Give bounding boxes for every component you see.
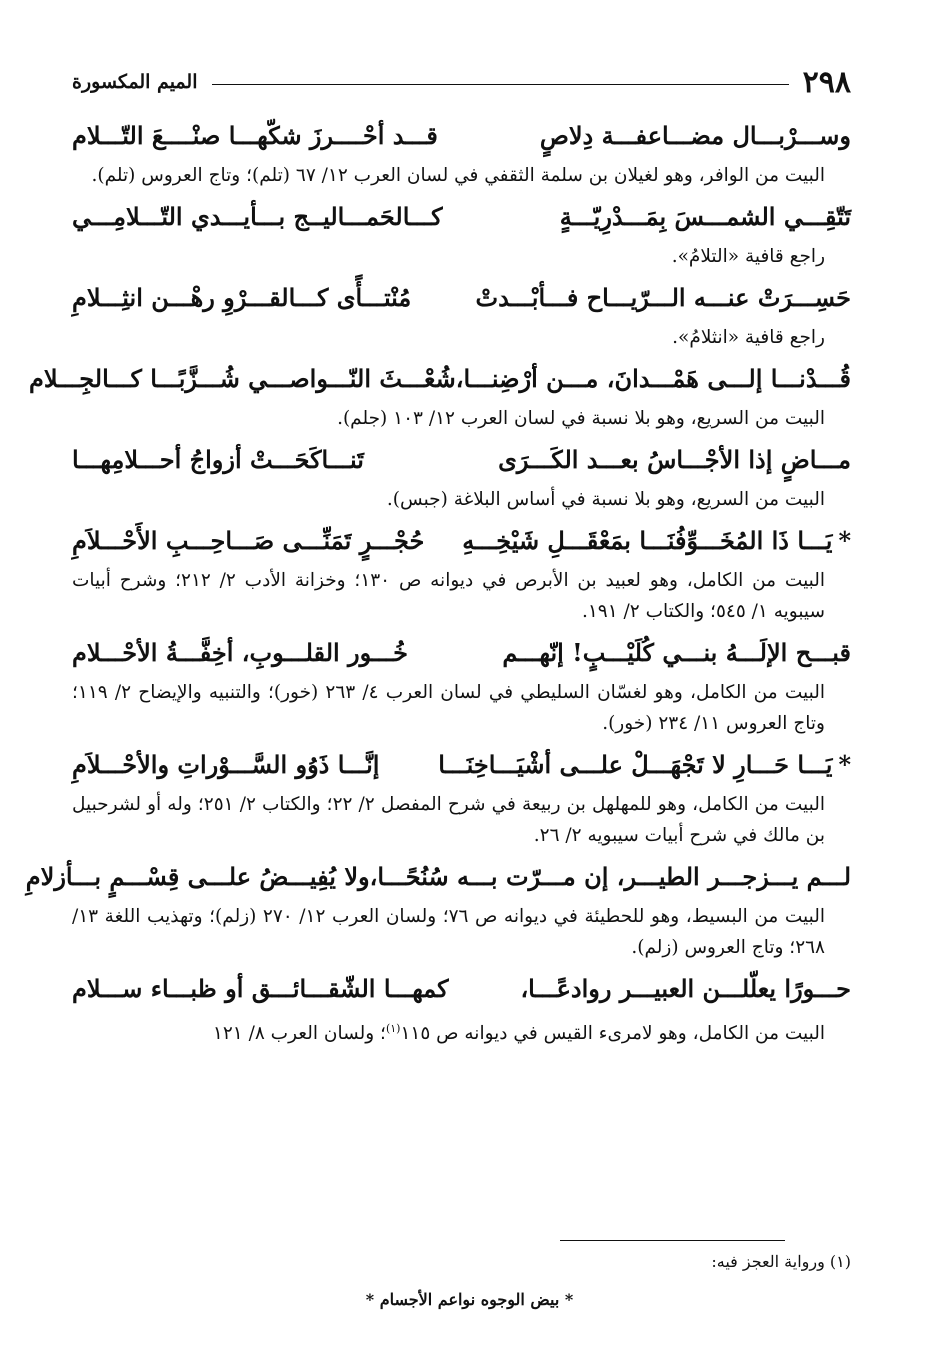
commentary-text-continued: ؛ ولسان العرب ٨/ ١٢١ <box>212 1023 386 1045</box>
verse-commentary: البيت من السريع، وهو بلا نسبة في أساس البلاغة (جبس). <box>386 489 825 510</box>
verse-commentary: راجع قافية «التلامُ». <box>671 246 825 267</box>
verse-entry <box>72 519 851 627</box>
footnote-rule <box>560 1240 785 1241</box>
second-hemistich: تَنـــاكَحَـــتْ أزواجُ أحـــلامِهـــا <box>72 445 364 474</box>
first-hemistich: حَسِـــرَتْ عنـــه الـــرّيـــاح فـــأبْـــدتْ <box>475 283 851 312</box>
verse-line <box>72 276 851 320</box>
footnote-verse: * بيض الوجوه نواعم الأجسام * <box>365 1290 574 1309</box>
verse-entry <box>25 855 851 963</box>
verse-line <box>72 743 851 787</box>
second-hemistich: كـــالحَمـــاليــج بـــأيـــدي التّـــلامِـــي <box>72 202 443 231</box>
star-marker: * <box>838 750 851 779</box>
verse-line <box>72 195 851 239</box>
header-rule <box>212 84 789 85</box>
verse-entry <box>72 114 851 191</box>
verse-line <box>72 631 851 675</box>
first-hemistich-text: يَـــا ذَا المُخَـــوِّفُنَـــا بمَعْقَـــلِ شَيْخِـــهِ <box>462 526 833 555</box>
first-hemistich: قبـــح الإلَـــهُ بنـــي كُلَيْـــبٍ! إنّهـــم <box>502 638 851 667</box>
verse-entries <box>25 114 851 1049</box>
running-title: الميم المكسورة <box>72 71 198 93</box>
second-hemistich: قـــد أحْــــرزَ شكّهـــا صنْــــعَ التّـــلام <box>72 121 438 150</box>
first-hemistich <box>462 519 851 563</box>
verse-commentary: البيت من البسيط، وهو للحطيئة في ديوانه ص ٧٦؛ ولسان العرب ١٢/ ٢٧٠ (زلم)؛ وتهذيب اللغة ١٣/ ٢٦٨؛ وتاج العروس (زلم). <box>72 906 825 958</box>
verse-line <box>72 438 851 482</box>
second-hemistich: شُعْـــثَ النّـــواصـــي شُـــزَّبًـــا كـــالجِـــلام <box>29 364 456 393</box>
second-hemistich: خُـــور القلـــوبِ، أخِفَّـــةُ الأحْـــلام <box>72 638 408 667</box>
footnote-text: (١) ورواية العجز فيه: <box>711 1252 851 1271</box>
first-hemistich: مـــاضٍ إذا الأجْـــاسُ بعـــد الكَـــرَى <box>498 445 851 474</box>
second-hemistich: إنَّـــا ذَوُو السَّـــوْراتِ والأحْـــلاَمِ <box>72 750 380 779</box>
first-hemistich-text: يَـــا حَـــارِ لا تَجْهَـــلْ علـــى أشْيَـــاخِنَـــا <box>438 750 833 779</box>
page-number: ٢٩٨ <box>802 64 851 100</box>
second-hemistich: مُنْتـــأًى كـــالقـــرْوِ رهْـــن انثِـــلامِ <box>72 283 412 312</box>
second-hemistich: حُجْـــرٍ تَمَنِّـــى صَـــاحِـــبِ الأَحْـــلاَمِ <box>72 526 425 555</box>
verse-commentary: البيت من الوافر، وهو لغيلان بن سلمة الثقفي في لسان العرب ١٢/ ٦٧ (تلم)؛ وتاج العروس (تلم). <box>91 165 825 186</box>
verse-commentary <box>72 1013 851 1049</box>
verse-entry <box>72 631 851 739</box>
verse-entry <box>72 743 851 851</box>
star-marker: * <box>838 526 851 555</box>
commentary-text: البيت من الكامل، وهو لامرىء القيس في ديوانه ص ١١٥ <box>400 1023 825 1045</box>
first-hemistich: وســـرْبـــال مضـــاعفـــة دِلاصٍ <box>539 121 851 150</box>
footnote-reference: (١) <box>385 1022 401 1035</box>
verse-line <box>72 967 851 1011</box>
verse-commentary: البيت من الكامل، وهو للمهلهل بن ربيعة في شرح المفصل ٢/ ٢٢؛ والكتاب ٢/ ٢٥١؛ وله أو لشرحبيل بن مالك في شرح أبيات سيبويه ٢/ ٢٦. <box>72 794 825 846</box>
verse-commentary: البيت من الكامل، وهو لغسّان السليطي في لسان العرب ٤/ ٢٦٣ (خور)؛ والتنبيه والإيضاح ٢/ ١١٩؛ وتاج العروس ١١/ ٢٣٤ (خور). <box>72 682 825 734</box>
verse-commentary: البيت من السريع، وهو بلا نسبة في لسان العرب ١٢/ ١٠٣ (جلم). <box>337 408 825 429</box>
verse-commentary: راجع قافية «انثلامُ». <box>672 327 825 348</box>
first-hemistich: تَتّقِـــي الشمـــسَ بِمَـــدْرِيّـــةٍ <box>559 202 851 231</box>
verse-entry <box>72 438 851 515</box>
verse-line <box>25 855 851 899</box>
verse-entry <box>72 195 851 272</box>
verse-line <box>29 357 851 401</box>
verse-commentary: البيت من الكامل، وهو لعبيد بن الأبرص في ديوانه ص ١٣٠؛ وخزانة الأدب ٢/ ٢١٢؛ وشرح أبيات سيبويه ١/ ٥٤٥؛ والكتاب ٢/ ١٩١. <box>72 570 826 622</box>
verse-entry <box>72 967 851 1049</box>
first-hemistich <box>438 743 851 787</box>
verse-entry <box>29 357 851 434</box>
first-hemistich: قُـــدْنـــا إلـــى هَمْـــدانَ، مـــن أرْضِنـــا، <box>455 364 851 393</box>
page-header <box>72 62 851 102</box>
first-hemistich: حـــورًا يعلّلـــن العبيـــر روادعًـــا، <box>520 974 851 1003</box>
verse-entry <box>72 276 851 353</box>
second-hemistich: كمهـــا الشّقـــائـــق أو ظبـــاء ســـلام <box>72 974 449 1003</box>
second-hemistich: ولا يُفِيـــضُ علـــى قِسْـــمٍ بـــأزلامِ <box>25 862 370 891</box>
first-hemistich: لـــم يـــزجـــر الطيـــر، إن مـــرّت بـــه سُنُحًـــا، <box>369 862 851 891</box>
verse-line <box>72 519 851 563</box>
verse-line <box>72 114 851 158</box>
